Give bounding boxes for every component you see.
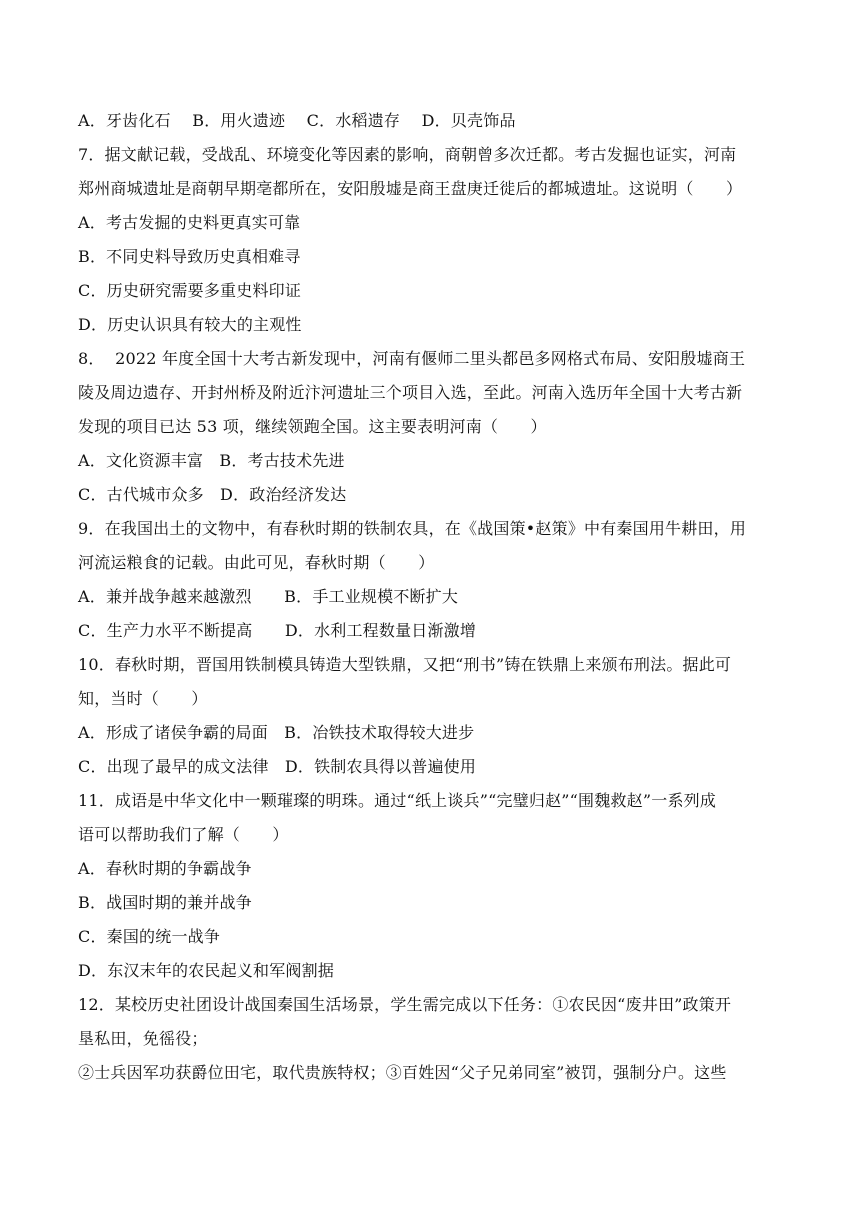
q10-stem-line-1: 10．春秋时期，晋国用铁制模具铸造大型铁鼎，又把“刑书”铸在铁鼎上来颁布刑法。据此可 bbox=[78, 655, 732, 674]
q11-option-b: B．战国时期的兼并战争 bbox=[78, 893, 252, 912]
q7-option-d: D．历史认识具有较大的主观性 bbox=[78, 315, 302, 334]
q7-option-c: C．历史研究需要多重史料印证 bbox=[78, 281, 302, 300]
q10-options-cd: C．出现了最早的成文法律 D．铁制农具得以普遍使用 bbox=[78, 757, 477, 776]
q11-option-c: C．秦国的统一战争 bbox=[78, 927, 221, 946]
q8-stem-line-1: 8． 2022 年度全国十大考古新发现中，河南有偃师二里头都邑多网格式布局、安阳殷墟商王 bbox=[78, 349, 746, 368]
q8-options-ab: A．文化资源丰富 B．考古技术先进 bbox=[78, 451, 345, 470]
q7-option-b: B．不同史料导致历史真相难寻 bbox=[78, 247, 301, 266]
q9-stem-line-1: 9．在我国出土的文物中，有春秋时期的铁制农具，在《战国策•赵策》中有秦国用牛耕田，用 bbox=[78, 519, 747, 538]
q7-stem-line-1: 7．据文献记载，受战乱、环境变化等因素的影响，商朝曾多次迁都。考古发掘也证实，河南 bbox=[78, 145, 737, 164]
q10-stem-line-2: 知，当时（ ） bbox=[78, 689, 208, 708]
q11-stem-line-2: 语可以帮助我们了解（ ） bbox=[78, 825, 289, 844]
q11-stem-line-1: 11．成语是中华文化中一颗璀璨的明珠。通过“纸上谈兵”“完璧归赵”“围魏救赵”一系列成 bbox=[78, 791, 717, 810]
q8-options-cd: C．古代城市众多 D．政治经济发达 bbox=[78, 485, 347, 504]
q8-stem-line-2: 陵及周边遗存、开封州桥及附近汴河遗址三个项目入选，至此。河南入选历年全国十大考古新 bbox=[78, 383, 743, 402]
q8-stem-line-3: 发现的项目已达 53 项，继续领跑全国。这主要表明河南（ ） bbox=[78, 417, 547, 436]
q10-options-ab: A．形成了诸侯争霸的局面 B．冶铁技术取得较大进步 bbox=[78, 723, 475, 742]
q11-option-a: A．春秋时期的争霸战争 bbox=[78, 859, 252, 878]
q11-option-d: D．东汉末年的农民起义和军阀割据 bbox=[78, 961, 335, 980]
q7-option-a: A．考古发掘的史料更真实可靠 bbox=[78, 213, 301, 232]
q12-stem-line-3: ②士兵因军功获爵位田宅，取代贵族特权；③百姓因“父子兄弟同室”被罚，强制分户。这些 bbox=[78, 1063, 727, 1082]
q9-options-cd: C．生产力水平不断提高 D．水利工程数量日渐激增 bbox=[78, 621, 477, 640]
q9-options-ab: A．兼并战争越来越激烈 B．手工业规模不断扩大 bbox=[78, 587, 459, 606]
q7-stem-line-2: 郑州商城遗址是商朝早期亳都所在，安阳殷墟是商王盘庚迁徙后的都城遗址。这说明（ ） bbox=[78, 179, 743, 198]
q12-stem-line-2: 垦私田，免徭役； bbox=[78, 1029, 208, 1048]
q6-options: A．牙齿化石 B．用火遗迹 C．水稻遗存 D．贝壳饰品 bbox=[78, 111, 516, 130]
q12-stem-line-1: 12．某校历史社团设计战国秦国生活场景，学生需完成以下任务：①农民因“废井田”政策开 bbox=[78, 995, 732, 1014]
q9-stem-line-2: 河流运粮食的记载。由此可见，春秋时期（ ） bbox=[78, 553, 435, 572]
